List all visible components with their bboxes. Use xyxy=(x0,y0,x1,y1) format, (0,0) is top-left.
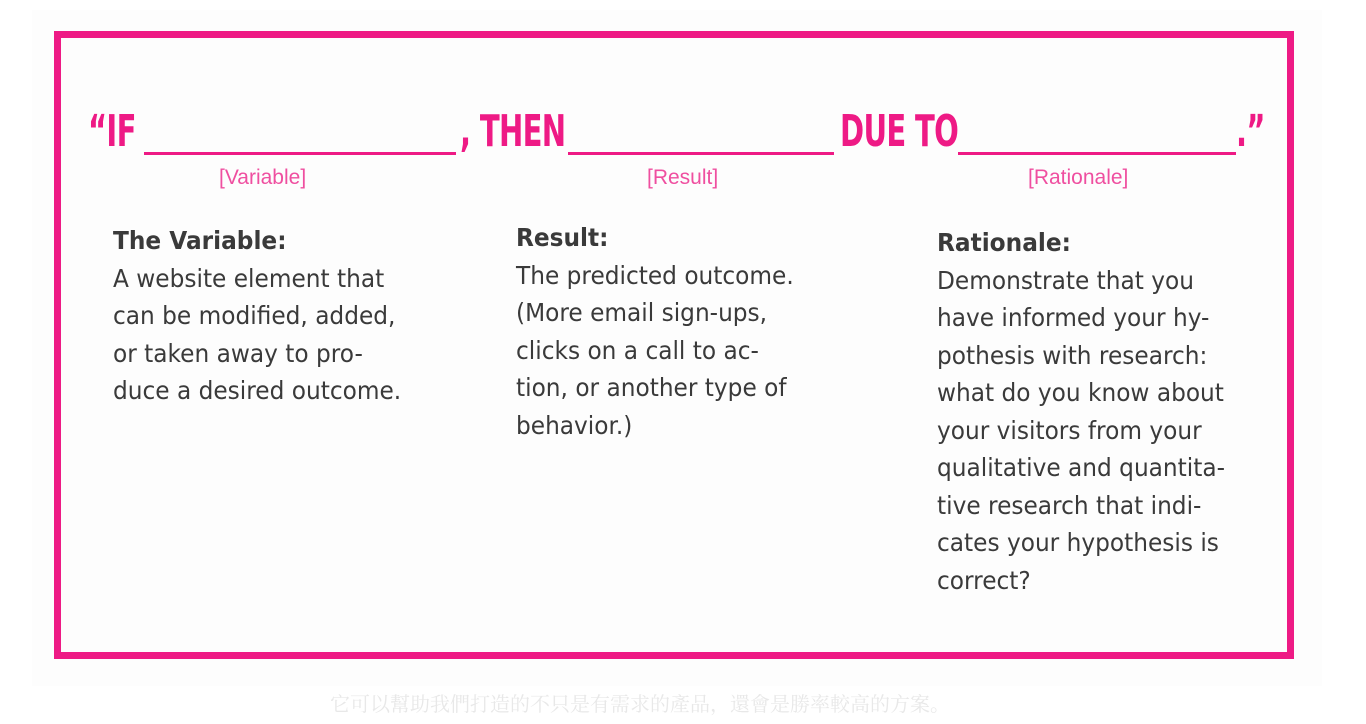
result-line: behavior.) xyxy=(516,410,633,440)
result-line: tion, or another type of xyxy=(516,373,787,402)
headline-if: “IF xyxy=(88,106,136,157)
result-heading: Result: xyxy=(516,223,609,252)
rationale-line: tive research that indi- xyxy=(937,490,1202,520)
variable-line: A website element that xyxy=(113,263,385,293)
headline-due-to: DUE TO xyxy=(840,106,959,157)
result-blank xyxy=(568,152,834,155)
result-column xyxy=(516,219,794,444)
headline-closing-quote: .” xyxy=(1236,106,1265,157)
result-line: clicks on a call to ac- xyxy=(516,335,759,365)
rationale-heading: Rationale: xyxy=(937,228,1071,257)
rationale-line: Demonstrate that you xyxy=(937,265,1194,295)
variable-line: or taken away to pro- xyxy=(113,338,363,368)
variable-heading: The Variable: xyxy=(113,226,287,255)
variable-line: duce a desired outcome. xyxy=(113,376,402,405)
headline-then: , THEN xyxy=(460,106,566,157)
caption-text: 它可以幫助我們打造的不只是有需求的產品，還會是勝率較高的方案。 xyxy=(330,692,950,716)
rationale-label: [Rationale] xyxy=(1028,166,1129,189)
rationale-line: correct? xyxy=(937,565,1031,595)
rationale-line: cates your hypothesis is xyxy=(937,528,1219,557)
result-line: The predicted outcome. xyxy=(516,260,794,290)
rationale-line: your visitors from your xyxy=(937,415,1202,445)
variable-blank xyxy=(144,152,456,155)
rationale-line: have informed your hy- xyxy=(937,303,1210,332)
rationale-blank xyxy=(958,152,1236,155)
rationale-column xyxy=(937,224,1225,599)
rationale-line: what do you know about xyxy=(937,378,1224,407)
rationale-line: qualitative and quantita- xyxy=(937,453,1225,482)
variable-label: [Variable] xyxy=(219,166,307,189)
result-line: (More email sign-ups, xyxy=(516,298,768,327)
variable-line: can be modified, added, xyxy=(113,301,396,330)
variable-column xyxy=(113,222,401,410)
rationale-line: pothesis with research: xyxy=(937,340,1208,370)
result-label: [Result] xyxy=(647,166,719,189)
